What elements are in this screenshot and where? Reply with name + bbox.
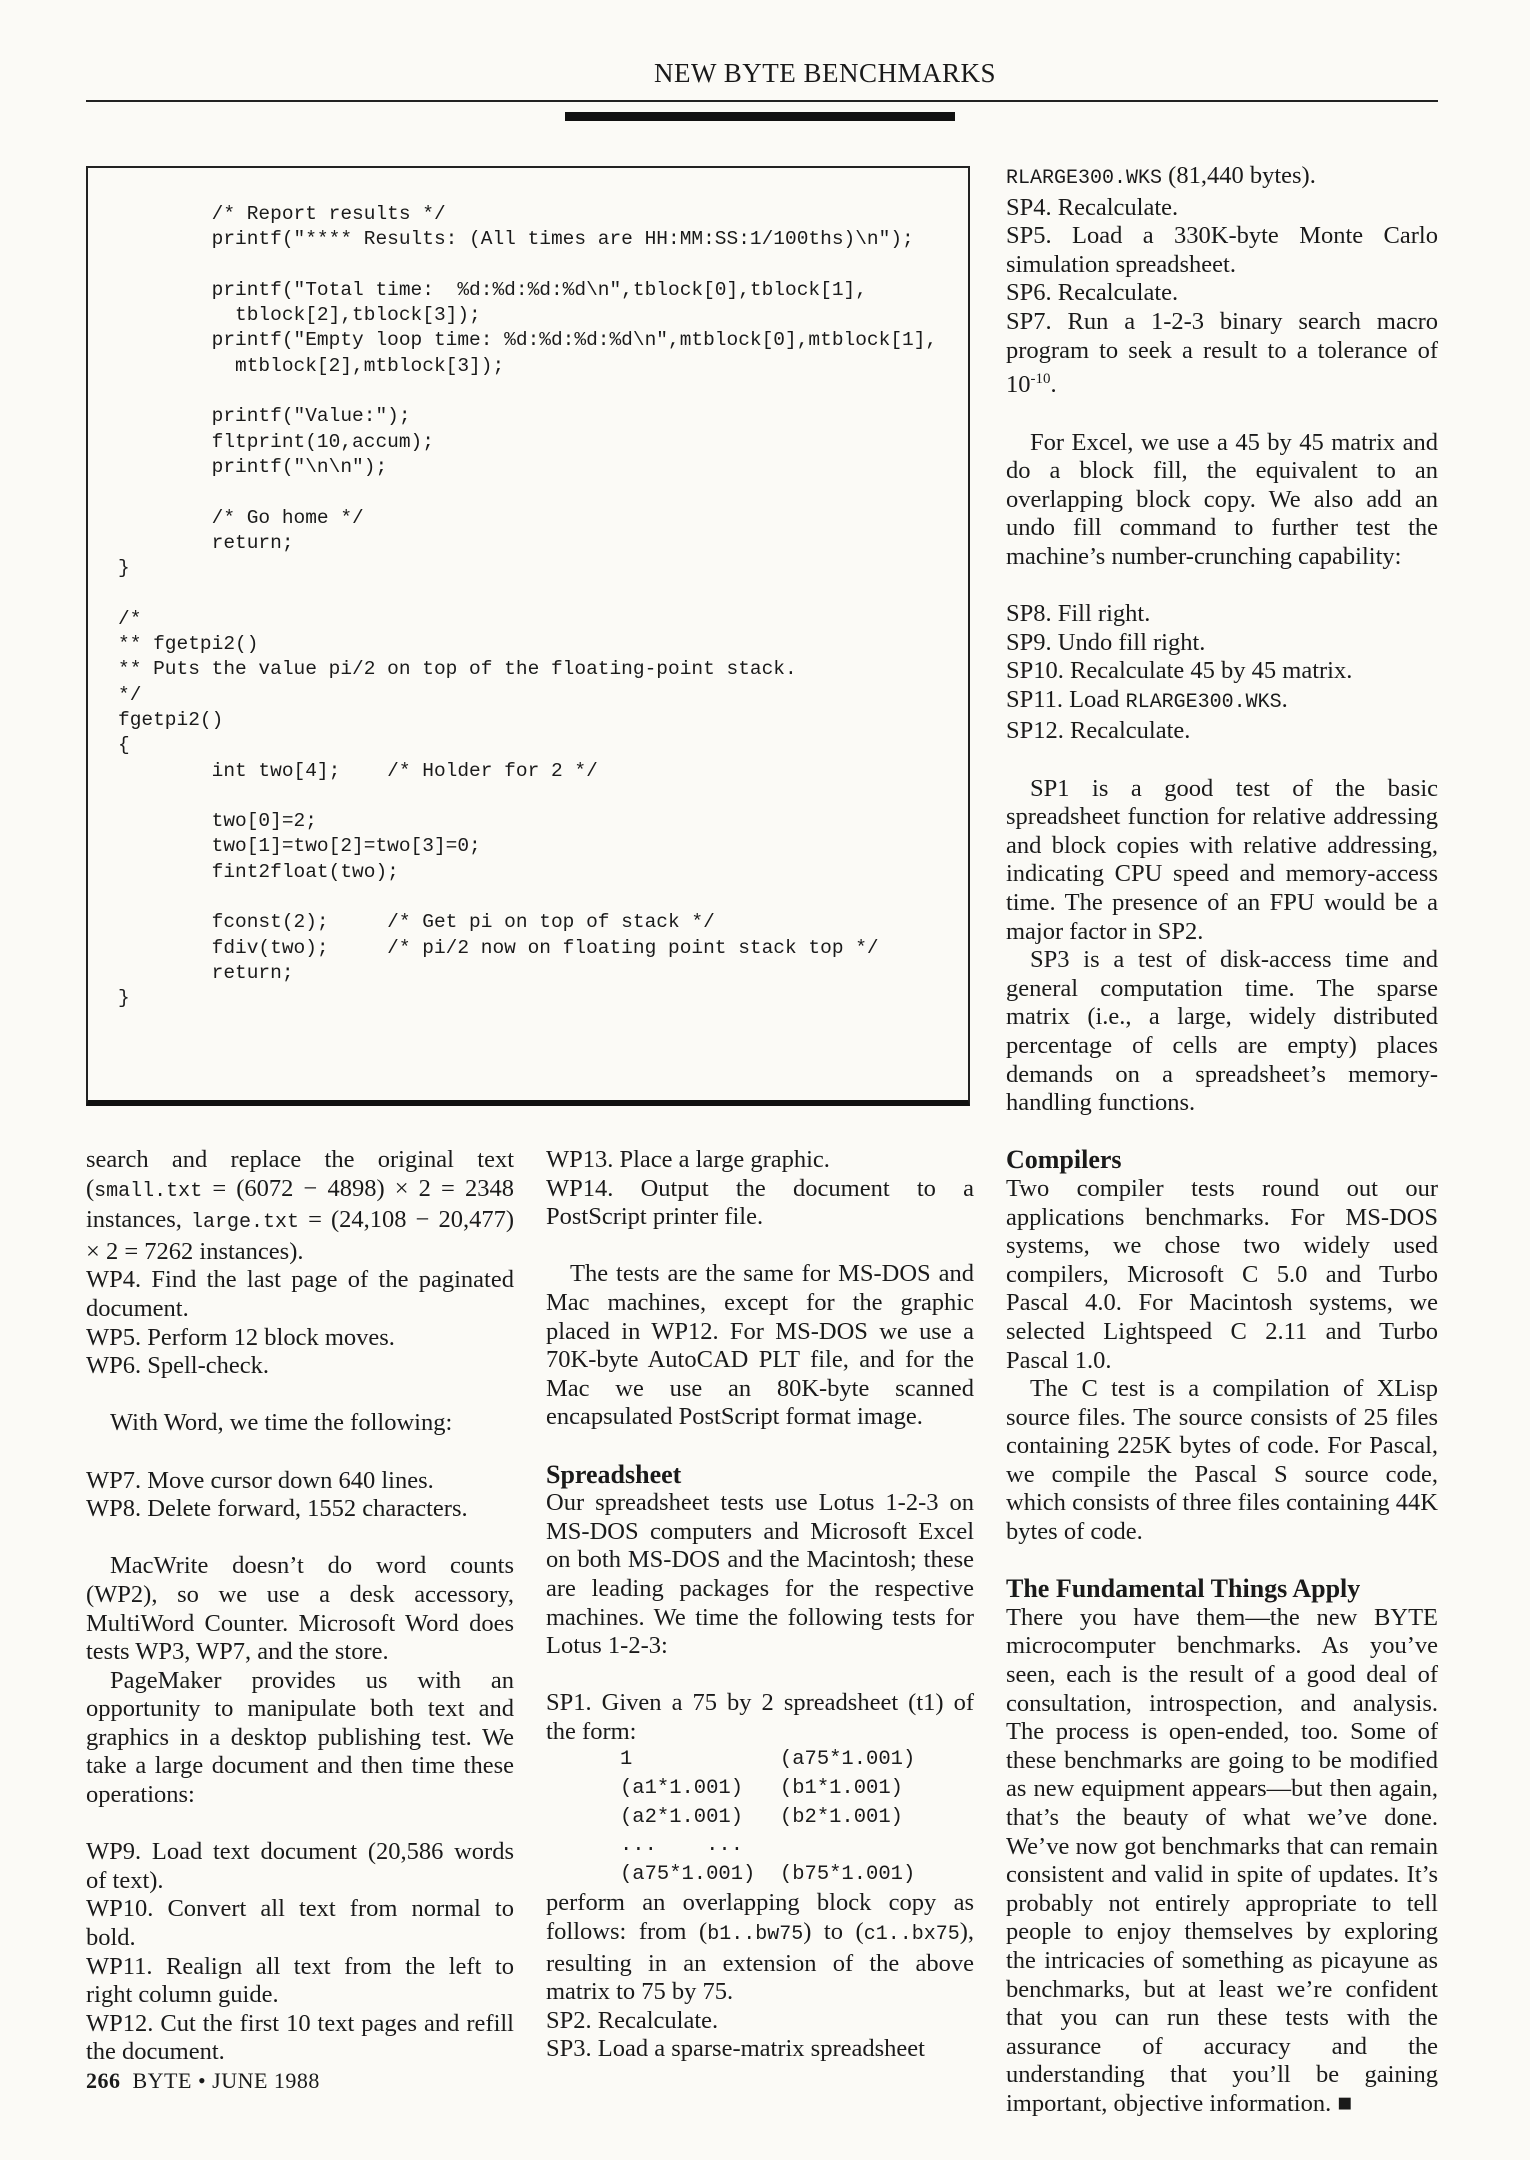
wp9-item: WP9. Load text document (20,586 words of text). bbox=[86, 1838, 514, 1894]
search-replace-paragraph: search and replace the original text (small.txt = (6072 − 4898) × 2 = 2348 instances, large.txt = (24,108 − 20,477) × 2 = 7262 instances). bbox=[86, 1146, 514, 1265]
middle-column bbox=[546, 1146, 974, 2064]
sp2-item: SP2. Recalculate. bbox=[546, 2006, 719, 2034]
rlarge-line: RLARGE300.WKS (81,440 bytes). bbox=[1006, 162, 1316, 190]
sp3-note: SP3 is a test of disk-access time and general computation time. The sparse matrix (i.e., a large, widely distributed percentage of cells are empty) places demands on a spreadsheet’s memory-handling functions. bbox=[1006, 946, 1438, 1117]
word-intro: With Word, we time the following: bbox=[110, 1409, 453, 1437]
sp10-item: SP10. Recalculate 45 by 45 matrix. bbox=[1006, 657, 1353, 685]
sheet-row: (a75*1.001) (b75*1.001) bbox=[620, 1862, 916, 1886]
sp1-item: SP1. Given a 75 by 2 spreadsheet (t1) of the form: bbox=[546, 1689, 974, 1745]
page-number: 266 bbox=[86, 2068, 121, 2093]
wp7-item: WP7. Move cursor down 640 lines. bbox=[86, 1466, 434, 1494]
wp11-item: WP11. Realign all text from the left to right column guide. bbox=[86, 1952, 514, 2009]
sp6-item: SP6. Recalculate. bbox=[1006, 279, 1179, 307]
macwrite-paragraph: MacWrite doesn’t do word counts (WP2), so we use a desk accessory, MultiWord Counter. Microsoft Word does tests WP3, WP7, and the store. bbox=[86, 1552, 514, 1666]
fundamental-paragraph: There you have them—the new BYTE microcomputer benchmarks. As you’ve seen, each is the result of a good deal of consultation, introspection, and analysis. The process is open-ended, too. Some of these benchmarks are going to be modified as new equipment appears—but then again, that’s the beauty of what we’ve done. We’ve now got benchmarks that can remain consistent and valid in spite of updates. It’s probably not entirely appropriate to tell people to enjoy themselves by exploring the intricacies of something as picayune as benchmarks, but at least we’re confident that you can run these tests with the assurance of accuracy and the understanding that you’ll be gaining important, objective information. ■ bbox=[1006, 1603, 1438, 2117]
wp10-item: WP10. Convert all text from normal to bold. bbox=[86, 1895, 514, 1952]
sheet-row: ... ... bbox=[620, 1834, 744, 1858]
sp8-item: SP8. Fill right. bbox=[1006, 600, 1151, 628]
tests-same-paragraph: The tests are the same for MS-DOS and Mac machines, except for the graphic placed in WP12. For MS-DOS we use a 70K-byte AutoCAD PLT file, and for the Mac we use an 80K-byte scanned encapsulated PostScript format image. bbox=[546, 1260, 974, 1431]
sp1-note: SP1 is a good test of the basic spreadsheet function for relative addressing and block copies with relative addressing, indicating CPU speed and memory-access time. The presence of an FPU would be a major factor in SP2. bbox=[1006, 774, 1438, 945]
running-header: NEW BYTE BENCHMARKS bbox=[653, 58, 997, 88]
page-footer bbox=[86, 2068, 320, 2094]
wp14-item: WP14. Output the document to a PostScript printer file. bbox=[546, 1174, 974, 1231]
header-bar bbox=[565, 112, 955, 121]
wp6-item: WP6. Spell-check. bbox=[86, 1352, 270, 1380]
sp3-item: SP3. Load a sparse-matrix spreadsheet bbox=[546, 2035, 925, 2063]
block-copy-paragraph: perform an overlapping block copy as follows: from (b1..bw75) to (c1..bx75), resulting in an extension of the above matrix to 75 by 75. bbox=[546, 1889, 975, 2006]
sp11-item: SP11. Load RLARGE300.WKS. bbox=[1006, 685, 1288, 714]
code-listing: /* Report results */ printf("**** Results: (All times are HH:MM:SS:1/100ths)\n"); printf("Total time: %d:%d:%d:%d\n",tblock[0],tblock[1], tblock[2],tblock[3]); printf("Empty loop time: %d:%d:%d:%d\n",mtblock[0],mtblock[1], mtblock[2],mtblock[3]); printf("Value:"); fltprint(10,accum); printf("\n\n"); /* Go home */ return; } /* ** fgetpi2() ** Puts the value pi/2 on top of the floating-point stack. */ fgetpi2() { int two[4]; /* Holder for 2 */ two[0]=2; two[1]=two[2]=two[3]=0; fint2float(two); fconst(2); /* Get pi on top of stack */ fdiv(two); /* pi/2 now on floating point stack top */ return; } bbox=[118, 203, 938, 1010]
compilers-heading: Compilers bbox=[1006, 1145, 1122, 1175]
sp9-item: SP9. Undo fill right. bbox=[1006, 628, 1206, 656]
wp4-item: WP4. Find the last page of the paginated document. bbox=[86, 1266, 514, 1322]
sheet-row: (a1*1.001) (b1*1.001) bbox=[620, 1777, 903, 1801]
wp5-item: WP5. Perform 12 block moves. bbox=[86, 1323, 395, 1351]
header-rule bbox=[86, 100, 1438, 102]
sp12-item: SP12. Recalculate. bbox=[1006, 717, 1191, 745]
end-mark: ■ bbox=[1337, 2089, 1353, 2117]
sp4-item: SP4. Recalculate. bbox=[1006, 193, 1179, 221]
spreadsheet-intro: Our spreadsheet tests use Lotus 1-2-3 on MS-DOS computers and Microsoft Excel on both MS-DOS and the Macintosh; these are leading packages for the respective machines. We time the following tests for Lotus 1-2-3: bbox=[546, 1489, 974, 1660]
c-test-paragraph: The C test is a compilation of XLisp source files. The source consists of 25 files containing 225K bytes of code. For Pascal, we compile the Pascal S source code, which consists of three files containing 44K bytes of code. bbox=[1006, 1375, 1438, 1546]
wp13-item: WP13. Place a large graphic. bbox=[546, 1146, 830, 1173]
right-column bbox=[1006, 162, 1438, 2119]
sp7-item: SP7. Run a 1-2-3 binary search macro program to seek a result to a tolerance of $10^{-10}$. bbox=[1006, 307, 1438, 399]
spreadsheet-heading: Spreadsheet bbox=[546, 1459, 682, 1489]
sheet-row: 1 (a75*1.001) bbox=[620, 1748, 916, 1772]
code-listing-box bbox=[86, 166, 970, 1106]
sheet-row: (a2*1.001) (b2*1.001) bbox=[620, 1805, 903, 1829]
sp5-item: SP5. Load a 330K-byte Monte Carlo simulation spreadsheet. bbox=[1006, 222, 1438, 278]
compilers-paragraph: Two compiler tests round out our applications benchmarks. For MS-DOS systems, we chose two widely used compilers, Microsoft C 5.0 and Turbo Pascal 4.0. For Macintosh systems, we selected Lightspeed C 2.11 and Turbo Pascal 1.0. bbox=[1006, 1174, 1438, 1374]
left-column bbox=[86, 1146, 514, 2067]
fundamental-heading: The Fundamental Things Apply bbox=[1006, 1574, 1361, 1604]
wp8-item: WP8. Delete forward, 1552 characters. bbox=[86, 1495, 468, 1523]
pagemaker-paragraph: PageMaker provides us with an opportunity to manipulate both text and graphics in a desktop publishing test. We take a large document and then time these operations: bbox=[86, 1666, 514, 1809]
publication-line: BYTE • JUNE 1988 bbox=[132, 2068, 320, 2093]
wp12-item: WP12. Cut the first 10 text pages and refill the document. bbox=[86, 2009, 514, 2066]
excel-paragraph: For Excel, we use a 45 by 45 matrix and do a block fill, the equivalent to an overlapping block copy. We also add an undo fill command to further test the machine’s number-crunching capability: bbox=[1006, 428, 1438, 570]
